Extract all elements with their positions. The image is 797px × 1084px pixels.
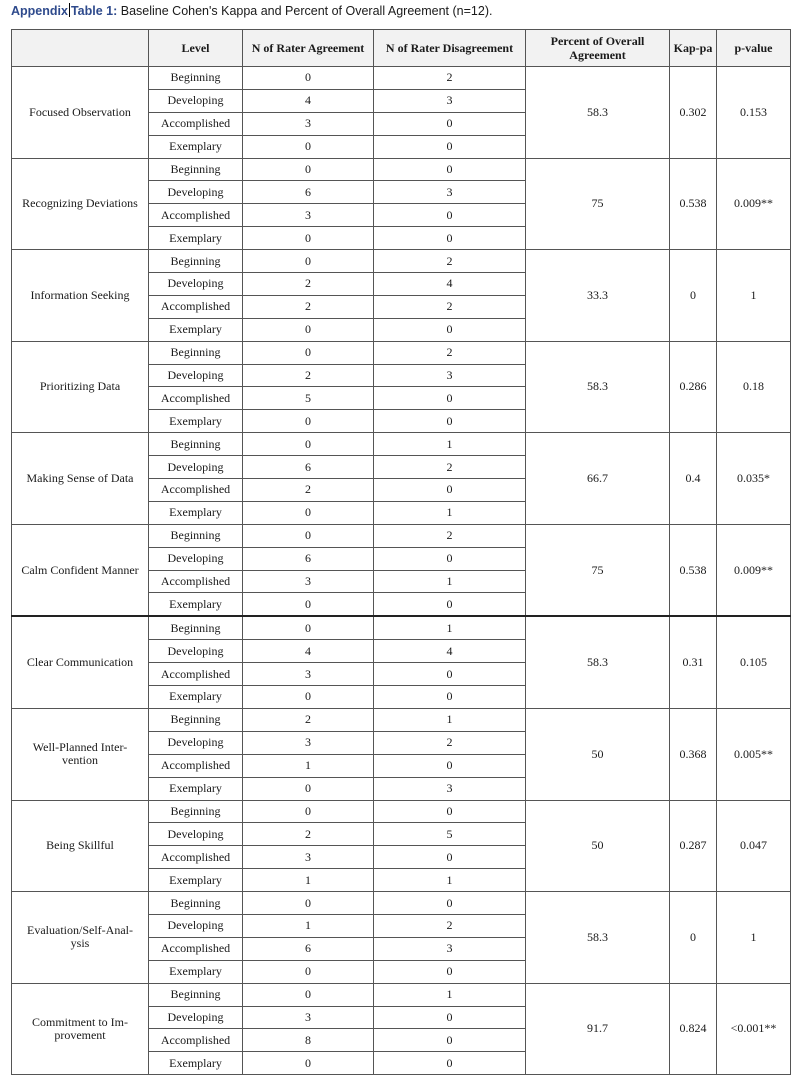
level-cell: Beginning — [149, 616, 243, 639]
disagreement-cell: 0 — [374, 204, 526, 227]
table-row — [12, 983, 791, 1006]
percent-cell: 91.7 — [526, 983, 670, 1075]
level-cell: Developing — [149, 731, 243, 754]
kappa-table — [11, 29, 791, 1075]
level-cell: Accomplished — [149, 937, 243, 960]
agreement-cell: 0 — [243, 158, 374, 181]
kappa-cell: 0.287 — [670, 800, 717, 892]
percent-cell: 66.7 — [526, 433, 670, 525]
disagreement-cell: 0 — [374, 410, 526, 433]
agreement-cell: 0 — [243, 800, 374, 823]
kappa-cell: 0.4 — [670, 433, 717, 525]
disagreement-cell: 4 — [374, 273, 526, 296]
level-cell: Beginning — [149, 524, 243, 547]
agreement-cell: 0 — [243, 250, 374, 273]
table-row — [12, 67, 791, 90]
agreement-cell: 0 — [243, 341, 374, 364]
criterion-cell: Being Skillful — [12, 800, 149, 892]
agreement-cell: 3 — [243, 204, 374, 227]
table-row — [12, 524, 791, 547]
agreement-cell: 1 — [243, 869, 374, 892]
disagreement-cell: 3 — [374, 181, 526, 204]
level-cell: Exemplary — [149, 777, 243, 800]
level-cell: Accomplished — [149, 112, 243, 135]
percent-cell: 50 — [526, 708, 670, 800]
agreement-cell: 2 — [243, 295, 374, 318]
disagreement-cell: 1 — [374, 433, 526, 456]
agreement-cell: 2 — [243, 364, 374, 387]
disagreement-cell: 2 — [374, 456, 526, 479]
disagreement-cell: 2 — [374, 914, 526, 937]
disagreement-cell: 0 — [374, 318, 526, 341]
level-cell: Exemplary — [149, 1052, 243, 1075]
disagreement-cell: 3 — [374, 364, 526, 387]
disagreement-cell: 5 — [374, 823, 526, 846]
level-cell: Beginning — [149, 158, 243, 181]
disagreement-cell: 2 — [374, 341, 526, 364]
level-cell: Beginning — [149, 708, 243, 731]
agreement-cell: 3 — [243, 663, 374, 686]
disagreement-cell: 3 — [374, 89, 526, 112]
disagreement-cell: 2 — [374, 524, 526, 547]
level-cell: Beginning — [149, 800, 243, 823]
p-value-cell: 1 — [717, 250, 791, 342]
percent-cell: 75 — [526, 524, 670, 616]
agreement-cell: 2 — [243, 273, 374, 296]
level-cell: Accomplished — [149, 1029, 243, 1052]
disagreement-cell: 0 — [374, 754, 526, 777]
percent-cell: 50 — [526, 800, 670, 892]
level-cell: Beginning — [149, 67, 243, 90]
percent-cell: 75 — [526, 158, 670, 250]
agreement-cell: 8 — [243, 1029, 374, 1052]
criterion-cell: Clear Communication — [12, 616, 149, 708]
agreement-cell: 2 — [243, 823, 374, 846]
disagreement-cell: 1 — [374, 708, 526, 731]
p-value-cell: 0.035* — [717, 433, 791, 525]
level-cell: Exemplary — [149, 410, 243, 433]
level-cell: Exemplary — [149, 135, 243, 158]
header-percent: Percent of Overall Agreement — [526, 30, 670, 67]
agreement-cell: 3 — [243, 731, 374, 754]
level-cell: Developing — [149, 273, 243, 296]
level-cell: Developing — [149, 1006, 243, 1029]
agreement-cell: 6 — [243, 181, 374, 204]
criterion-cell: Commitment to Im-provement — [12, 983, 149, 1075]
level-cell: Exemplary — [149, 227, 243, 250]
percent-cell: 58.3 — [526, 341, 670, 433]
level-cell: Accomplished — [149, 479, 243, 502]
agreement-cell: 4 — [243, 640, 374, 663]
agreement-cell: 0 — [243, 227, 374, 250]
text-cursor — [69, 3, 70, 17]
kappa-cell: 0.31 — [670, 616, 717, 708]
level-cell: Accomplished — [149, 387, 243, 410]
kappa-cell: 0.538 — [670, 158, 717, 250]
p-value-cell: 0.153 — [717, 67, 791, 159]
table-row — [12, 250, 791, 273]
disagreement-cell: 4 — [374, 640, 526, 663]
agreement-cell: 0 — [243, 318, 374, 341]
level-cell: Developing — [149, 89, 243, 112]
level-cell: Beginning — [149, 433, 243, 456]
agreement-cell: 2 — [243, 708, 374, 731]
criterion-cell: Information Seeking — [12, 250, 149, 342]
disagreement-cell: 0 — [374, 846, 526, 869]
agreement-cell: 1 — [243, 754, 374, 777]
level-cell: Accomplished — [149, 663, 243, 686]
disagreement-cell: 3 — [374, 777, 526, 800]
table-label: Table 1: — [70, 4, 118, 18]
agreement-cell: 3 — [243, 570, 374, 593]
agreement-cell: 0 — [243, 983, 374, 1006]
disagreement-cell: 0 — [374, 686, 526, 709]
level-cell: Beginning — [149, 341, 243, 364]
disagreement-cell: 0 — [374, 800, 526, 823]
percent-cell: 58.3 — [526, 67, 670, 159]
disagreement-cell: 2 — [374, 295, 526, 318]
header-disagreement: N of Rater Disagreement — [374, 30, 526, 67]
header-row — [12, 30, 791, 67]
disagreement-cell: 2 — [374, 67, 526, 90]
disagreement-cell: 1 — [374, 501, 526, 524]
level-cell: Accomplished — [149, 295, 243, 318]
agreement-cell: 0 — [243, 616, 374, 639]
criterion-cell: Evaluation/Self-Anal-ysis — [12, 892, 149, 984]
agreement-cell: 0 — [243, 777, 374, 800]
agreement-cell: 0 — [243, 892, 374, 915]
header-criterion — [12, 30, 149, 67]
level-cell: Exemplary — [149, 318, 243, 341]
header-level: Level — [149, 30, 243, 67]
disagreement-cell: 1 — [374, 983, 526, 1006]
disagreement-cell: 0 — [374, 112, 526, 135]
agreement-cell: 1 — [243, 914, 374, 937]
percent-cell: 33.3 — [526, 250, 670, 342]
level-cell: Exemplary — [149, 869, 243, 892]
criterion-cell: Calm Confident Manner — [12, 524, 149, 616]
level-cell: Accomplished — [149, 754, 243, 777]
criterion-cell: Prioritizing Data — [12, 341, 149, 433]
header-agreement: N of Rater Agreement — [243, 30, 374, 67]
agreement-cell: 0 — [243, 501, 374, 524]
p-value-cell: 0.009** — [717, 524, 791, 616]
criterion-cell: Focused Observation — [12, 67, 149, 159]
table-caption — [11, 3, 492, 18]
p-value-cell: 1 — [717, 892, 791, 984]
level-cell: Developing — [149, 181, 243, 204]
header-kappa: Kap-pa — [670, 30, 717, 67]
disagreement-cell: 0 — [374, 1006, 526, 1029]
level-cell: Developing — [149, 364, 243, 387]
agreement-cell: 0 — [243, 960, 374, 983]
level-cell: Beginning — [149, 250, 243, 273]
table-body — [12, 67, 791, 1075]
disagreement-cell: 1 — [374, 869, 526, 892]
disagreement-cell: 0 — [374, 387, 526, 410]
agreement-cell: 6 — [243, 937, 374, 960]
table-row — [12, 433, 791, 456]
disagreement-cell: 3 — [374, 937, 526, 960]
disagreement-cell: 0 — [374, 1029, 526, 1052]
p-value-cell: 0.005** — [717, 708, 791, 800]
percent-cell: 58.3 — [526, 616, 670, 708]
disagreement-cell: 0 — [374, 547, 526, 570]
level-cell: Exemplary — [149, 960, 243, 983]
level-cell: Developing — [149, 914, 243, 937]
kappa-cell: 0 — [670, 250, 717, 342]
kappa-cell: 0.302 — [670, 67, 717, 159]
kappa-cell: 0.286 — [670, 341, 717, 433]
table-row — [12, 892, 791, 915]
disagreement-cell: 0 — [374, 1052, 526, 1075]
appendix-label: Appendix — [11, 4, 68, 18]
kappa-cell: 0.824 — [670, 983, 717, 1075]
level-cell: Accomplished — [149, 846, 243, 869]
agreement-cell: 0 — [243, 593, 374, 616]
disagreement-cell: 2 — [374, 731, 526, 754]
level-cell: Accomplished — [149, 570, 243, 593]
disagreement-cell: 0 — [374, 960, 526, 983]
agreement-cell: 5 — [243, 387, 374, 410]
disagreement-cell: 0 — [374, 227, 526, 250]
level-cell: Exemplary — [149, 501, 243, 524]
disagreement-cell: 0 — [374, 892, 526, 915]
kappa-cell: 0.538 — [670, 524, 717, 616]
header-p-value: p-value — [717, 30, 791, 67]
agreement-cell: 0 — [243, 410, 374, 433]
kappa-cell: 0.368 — [670, 708, 717, 800]
p-value-cell: 0.18 — [717, 341, 791, 433]
agreement-cell: 0 — [243, 686, 374, 709]
disagreement-cell: 0 — [374, 158, 526, 181]
criterion-cell: Well-Planned Inter-vention — [12, 708, 149, 800]
agreement-cell: 6 — [243, 547, 374, 570]
level-cell: Exemplary — [149, 686, 243, 709]
level-cell: Exemplary — [149, 593, 243, 616]
agreement-cell: 2 — [243, 479, 374, 502]
level-cell: Developing — [149, 456, 243, 479]
table-row — [12, 616, 791, 639]
level-cell: Beginning — [149, 983, 243, 1006]
level-cell: Developing — [149, 547, 243, 570]
disagreement-cell: 1 — [374, 570, 526, 593]
disagreement-cell: 0 — [374, 663, 526, 686]
disagreement-cell: 2 — [374, 250, 526, 273]
agreement-cell: 0 — [243, 135, 374, 158]
disagreement-cell: 1 — [374, 616, 526, 639]
level-cell: Beginning — [149, 892, 243, 915]
table-row — [12, 158, 791, 181]
table-row — [12, 800, 791, 823]
table-row — [12, 708, 791, 731]
agreement-cell: 3 — [243, 1006, 374, 1029]
kappa-cell: 0 — [670, 892, 717, 984]
table-row — [12, 341, 791, 364]
agreement-cell: 6 — [243, 456, 374, 479]
criterion-cell: Making Sense of Data — [12, 433, 149, 525]
level-cell: Developing — [149, 640, 243, 663]
p-value-cell: 0.009** — [717, 158, 791, 250]
disagreement-cell: 0 — [374, 593, 526, 616]
agreement-cell: 0 — [243, 67, 374, 90]
p-value-cell: 0.105 — [717, 616, 791, 708]
disagreement-cell: 0 — [374, 135, 526, 158]
disagreement-cell: 0 — [374, 479, 526, 502]
p-value-cell: <0.001** — [717, 983, 791, 1075]
level-cell: Accomplished — [149, 204, 243, 227]
agreement-cell: 4 — [243, 89, 374, 112]
agreement-cell: 0 — [243, 524, 374, 547]
agreement-cell: 3 — [243, 112, 374, 135]
agreement-cell: 3 — [243, 846, 374, 869]
percent-cell: 58.3 — [526, 892, 670, 984]
agreement-cell: 0 — [243, 1052, 374, 1075]
criterion-cell: Recognizing Deviations — [12, 158, 149, 250]
agreement-cell: 0 — [243, 433, 374, 456]
p-value-cell: 0.047 — [717, 800, 791, 892]
caption-text: Baseline Cohen's Kappa and Percent of Overall Agreement (n=12). — [117, 4, 493, 18]
level-cell: Developing — [149, 823, 243, 846]
